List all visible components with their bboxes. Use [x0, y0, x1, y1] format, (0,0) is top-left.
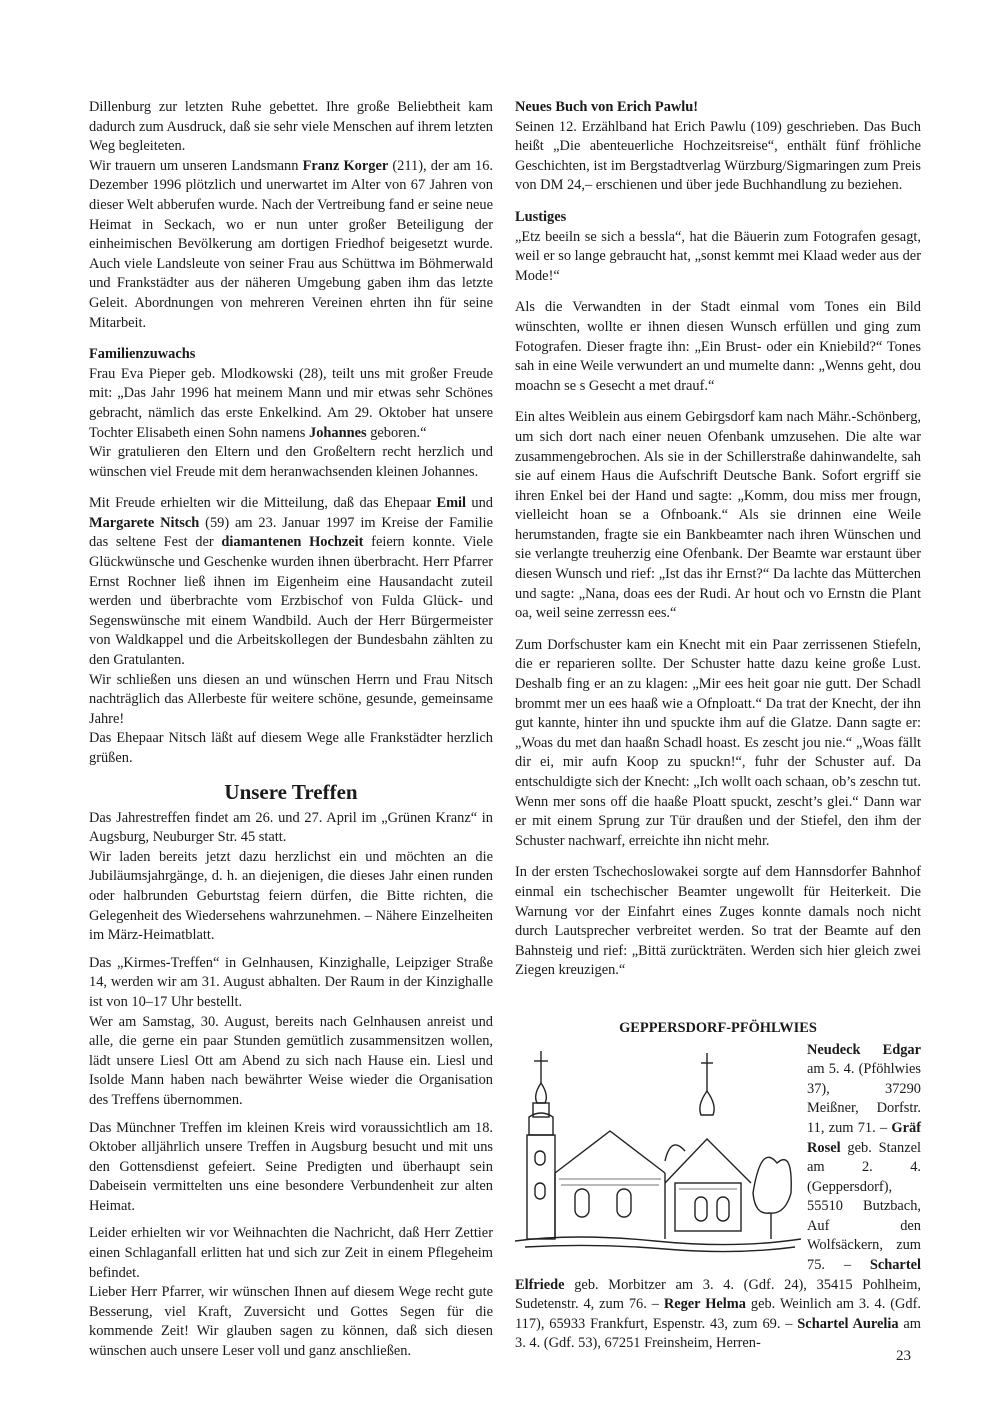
name-neudeck-edgar: Neudeck Edgar [807, 1041, 921, 1058]
paragraph-baeuerin: „Etz beeiln se sich a bessla“, hat die Bäuerin zum Fotografen gesagt, weil er so lange gebraucht hat, „sonst kemmt mei Klaad weder aus der Mode!“ [515, 228, 921, 284]
heading-familienzuwachs: Familienzuwachs [89, 346, 196, 363]
paragraph-pieper: Frau Eva Pieper geb. Mlodkowski (28), teilt uns mit großer Freude mit: „Das Jahr 1996 hat meinem Mann und mir etwas sehr Schönes gebracht, nämlich das erste Enkelkind. Am 29. Oktober hat unsere Tochter Elisabeth einen Sohn namens Johannes geboren.“ [89, 365, 493, 441]
paragraph-korger: Wir trauern um unseren Landsmann Franz Korger (211), der am 16. Dezember 1996 plötzlich und unerwartet im Alter von 67 Jahren von dieser Welt abberufen wurde. Nach der Vertreibung fand er seine neue Heimat in Seckach, wo er nun unter großer Beteiligung der einheimischen Bevölkerung am dortigen Friedhof beigesetzt wurde. Auch viele Landsleute von seiner Frau aus Schüttwa im Böhmerwald und Frankstädter aus der näheren Umgebung gaben ihm das letzte Geleit. Abordnungen von mehreren Vereinen ehrten ihn für seine Mitarbeit. [89, 157, 493, 331]
heading-neues-buch: Neues Buch von Erich Pawlu! [515, 99, 699, 115]
heading-geppersdorf: GEPPERSDORF-PFÖHLWIES [619, 1019, 817, 1036]
name-schartel-aurelia: Schartel Aurelia [797, 1315, 899, 1332]
paragraph-nitsch-wishes: Wir schließen uns diesen an und wünschen Herrn und Frau Nitsch nachträglich das Allerbeste für weitere schöne, gesunde, gemeinsame Jahre! [89, 671, 493, 727]
paragraph-nitsch: Mit Freude erhielten wir die Mitteilung, daß das Ehepaar Emil und Margarete Nitsch (59) am 23. Januar 1997 im Kreise der Familie das seltene Fest der diamantenen Hochzeit feiern konnte. Viele Glückwünsche und Geschenke wurden ihnen überbracht. Herr Pfarrer Ernst Rochner ließ ihnen im Eigenheim eine Hausandacht zuteil werden und überbrachte vom Erzbischof von Fulda Glück- und Segenswünsche mit einem Wandbild. Auch der Herr Bürgermeister von Waldkappel und die Arbeitskollegen der Bundesbahn zählten zu den Gratulanten. [89, 495, 493, 669]
name-margarete-nitsch: Margarete Nitsch [89, 514, 200, 531]
paragraph-kirmes-treffen: Das „Kirmes-Treffen“ in Gelnhausen, Kinzighalle, Leipziger Straße 14, werden wir am 31. August abhalten. Der Raum in der Kinzighalle ist von 10–17 Uhr bestellt. [89, 954, 493, 1010]
paragraph-dillenburg: Dillenburg zur letzten Ruhe gebettet. Ihre große Beliebtheit kam dadurch zum Ausdruck, daß sie sehr viele Menschen auf ihrem letzten Weg begleiteten. [89, 99, 493, 155]
paragraph-besserung: Lieber Herr Pfarrer, wir wünschen Ihnen auf diesem Wege recht gute Besserung, viel Kraft, Zuversicht und Gottes Segen für die kommende Zeit! Wir glauben sagen zu können, daß sich diesen wünschen auch unsere Leser voll und ganz anschließen. [89, 1284, 493, 1360]
paragraph-gratulation: Wir gratulieren den Eltern und den Großeltern recht herzlich und wünschen viel Freude mit dem heranwachsenden kleinen Johannes. [89, 444, 493, 480]
name-reger-helma: Reger Helma [663, 1296, 746, 1313]
village-church-illustration [515, 1043, 801, 1253]
paragraph-zettier: Leider erhielten wir vor Weihnachten die Nachricht, daß Herr Zettier einen Schlaganfall erlitten hat und sich zur Zeit in einem Pflegeheim befindet. [89, 1225, 493, 1281]
right-column [515, 98, 921, 1354]
paragraph-bahnhof: In der ersten Tschechoslowakei sorgte auf dem Hannsdorfer Bahnhof einmal ein tschechischer Beamter ungewollt für Heiterkeit. Die Warnung vor der Einfahrt eines Zuges konnte damals noch nicht durch Lautsprecher verbreitet werden. So trat der Beamte auf den Bahnsteig und rief: „Bittä zurückträten. Werden sich hier gleich zwei Ziegen kreuzigen.“ [515, 864, 921, 979]
paragraph-einladung: Wir laden bereits jetzt dazu herzlichst ein und möchten an die Jubiläumsjahrgänge, d. h. an diejenigen, die dieses Jahr einen runden oder halbrunden Geburtstag feiern dürfen, die Bitte richten, die Gelegenheit des Wiedersehens wahrzunehmen. – Nähere Einzelheiten im März-Heimatblatt. [89, 848, 493, 944]
paragraph-buch: Seinen 12. Erzählband hat Erich Pawlu (109) geschrieben. Das Buch heißt „Die abenteuerliche Hochzeitsreise“, enthält fünf fröhliche Geschichten, ist im Bergstadtverlag Würzburg/Sigmaringen zum Preis von DM 24,– erschienen und über jede Buchhandlung zu beziehen. [515, 118, 921, 194]
diamantene-hochzeit: diamantenen Hochzeit [221, 534, 364, 551]
left-column [89, 98, 493, 1362]
paragraph-nitsch-greeting: Das Ehepaar Nitsch läßt auf diesem Wege alle Frankstädter herzlich grüßen. [89, 730, 493, 766]
paragraph-muenchner-treffen: Das Münchner Treffen im kleinen Kreis wird voraussichtlich am 18. Oktober alljährlich unsere Treffen in Augsburg besucht und mit uns den Gottensdienst gefeiert. Seine Predigten und überhaupt sein Dabeisein vermittelten uns eine besondere Verbundenheit zur alten Heimat. [89, 1119, 493, 1214]
paragraph-samstag: Wer am Samstag, 30. August, bereits nach Gelnhausen anreist und alle, die gerne ein paar Stunden gemütlich zusammensitzen wollen, lädt unsere Liesl Ott am Abend zu sich nach Hause ein. Liesl und Isolde Mann haben nach bewährter Weise wieder die Organisation des Treffens übernommen. [89, 1013, 493, 1108]
page-number: 23 [896, 1348, 911, 1364]
name-emil: Emil [436, 495, 467, 512]
geppersdorf-birthdays: Neudeck Edgar am 5. 4. (Pföhlwies 37), 37290 Meißner, Dorfstr. 11, zum 71. – Gräf Rosel geb. Stanzel am 2. 4. (Geppersdorf), 55510 Butzbach, Auf den Wolfsäckern, zum 75. – Schartel Elfriede geb. Morbitzer am 3. 4. (Gdf. 24), 35415 Pohlheim, Sudetenstr. 4, zum 76. – Reger Helma geb. Weinlich am 3. 4. (Gdf. 117), 65933 Frankfurt, Espenstr. 43, zum 69. – Schartel Aurelia am 3. 4. (Gdf. 53), 67251 Freinsheim, Herren- [515, 1041, 922, 1352]
paragraph-tones: Als die Verwandten in der Stadt einmal vom Tones ein Bild wünschten, wollte er ihnen diesen Wunsch erfüllen und ging zum Fotografen. Dieser fragte ihn: „Ein Brust- oder ein Kniebild?“ Tones sah in eine Weile verwundert an und mumelte dann: „Wenns geht, dou moachn se s Gesecht a met drauf.“ [515, 299, 921, 394]
name-graef-rosel: Gräf Rosel [807, 1119, 921, 1156]
name-johannes: Johannes [309, 424, 367, 441]
section-title-unsere-treffen: Unsere Treffen [224, 779, 358, 804]
name-franz-korger: Franz Korger [302, 157, 389, 174]
name-schartel-elfriede: Schartel Elfriede [515, 1257, 921, 1293]
heading-lustiges: Lustiges [515, 208, 567, 225]
paragraph-weiblein: Ein altes Weiblein aus einem Gebirgsdorf kam nach Mähr.-Schönberg, um sich dort nach einer neuen Ofenbank umzusehen. Die alte war zusammengebrochen. Als sie in der Schillerstraße dahinwandelte, sah sie auf einem Haus die Aufschrift Deutsche Bank. Sofort ergriff sie ihren Enkel bei der Hand und sagte: „Komm, dou miss mer frougn, vielleicht hoan se a Ofnboank.“ Als sie drinnen eine Weile herumstanden, fragte sie ein Bankbeamter nach ihren Wünschen und sie verlangte treuherzig eine Ofenbank. Der Beamte war erstaunt über diesen Wunsch und rief: „Ist das ihr Ernst?“ Da lachte das Mütterchen und sagte: „Nana, doas ees der Rudi. Ar hout och vo Ernstn die Plant oa, weil seine zerressn ees.“ [515, 409, 921, 622]
paragraph-jahrestreffen: Das Jahrestreffen findet am 26. und 27. April im „Grünen Kranz“ in Augsburg, Neuburger Str. 45 statt. [89, 809, 493, 846]
paragraph-dorfschuster: Zum Dorfschuster kam ein Knecht mit ein Paar zerrissenen Stiefeln, die er reparieren sollte. Der Schuster hatte dazu keine große Lust. Deshalb fing er an zu klagen: „Mir ees heit goar nie gutt. Der Schadl brommt mer un ees haaß wie a Ofnploatt.“ Da trat der Knecht, der ihn gut kannte, hinter ihn und spuckte ihm auf die Glatze. Dann sagte er: „Woas du met dan haaßn Schadl hoast. Es zescht jou nie.“ „Woas fällt dir ei, mir aufn Koop zu spuckn!“, fuhr der Schuster auf. Da entschuldigte sich der Knecht: „Ich wollt oach schaan, ob’s zeschn tut. Wenn mer sons off die haaße Ploatt spuckt, zescht’s glei.“ Dann war er mit einem Sprung zur Tür draußen und der Stiefel, den ihm der Schuster nachwarf, erreichte ihn nicht mehr. [515, 636, 922, 849]
